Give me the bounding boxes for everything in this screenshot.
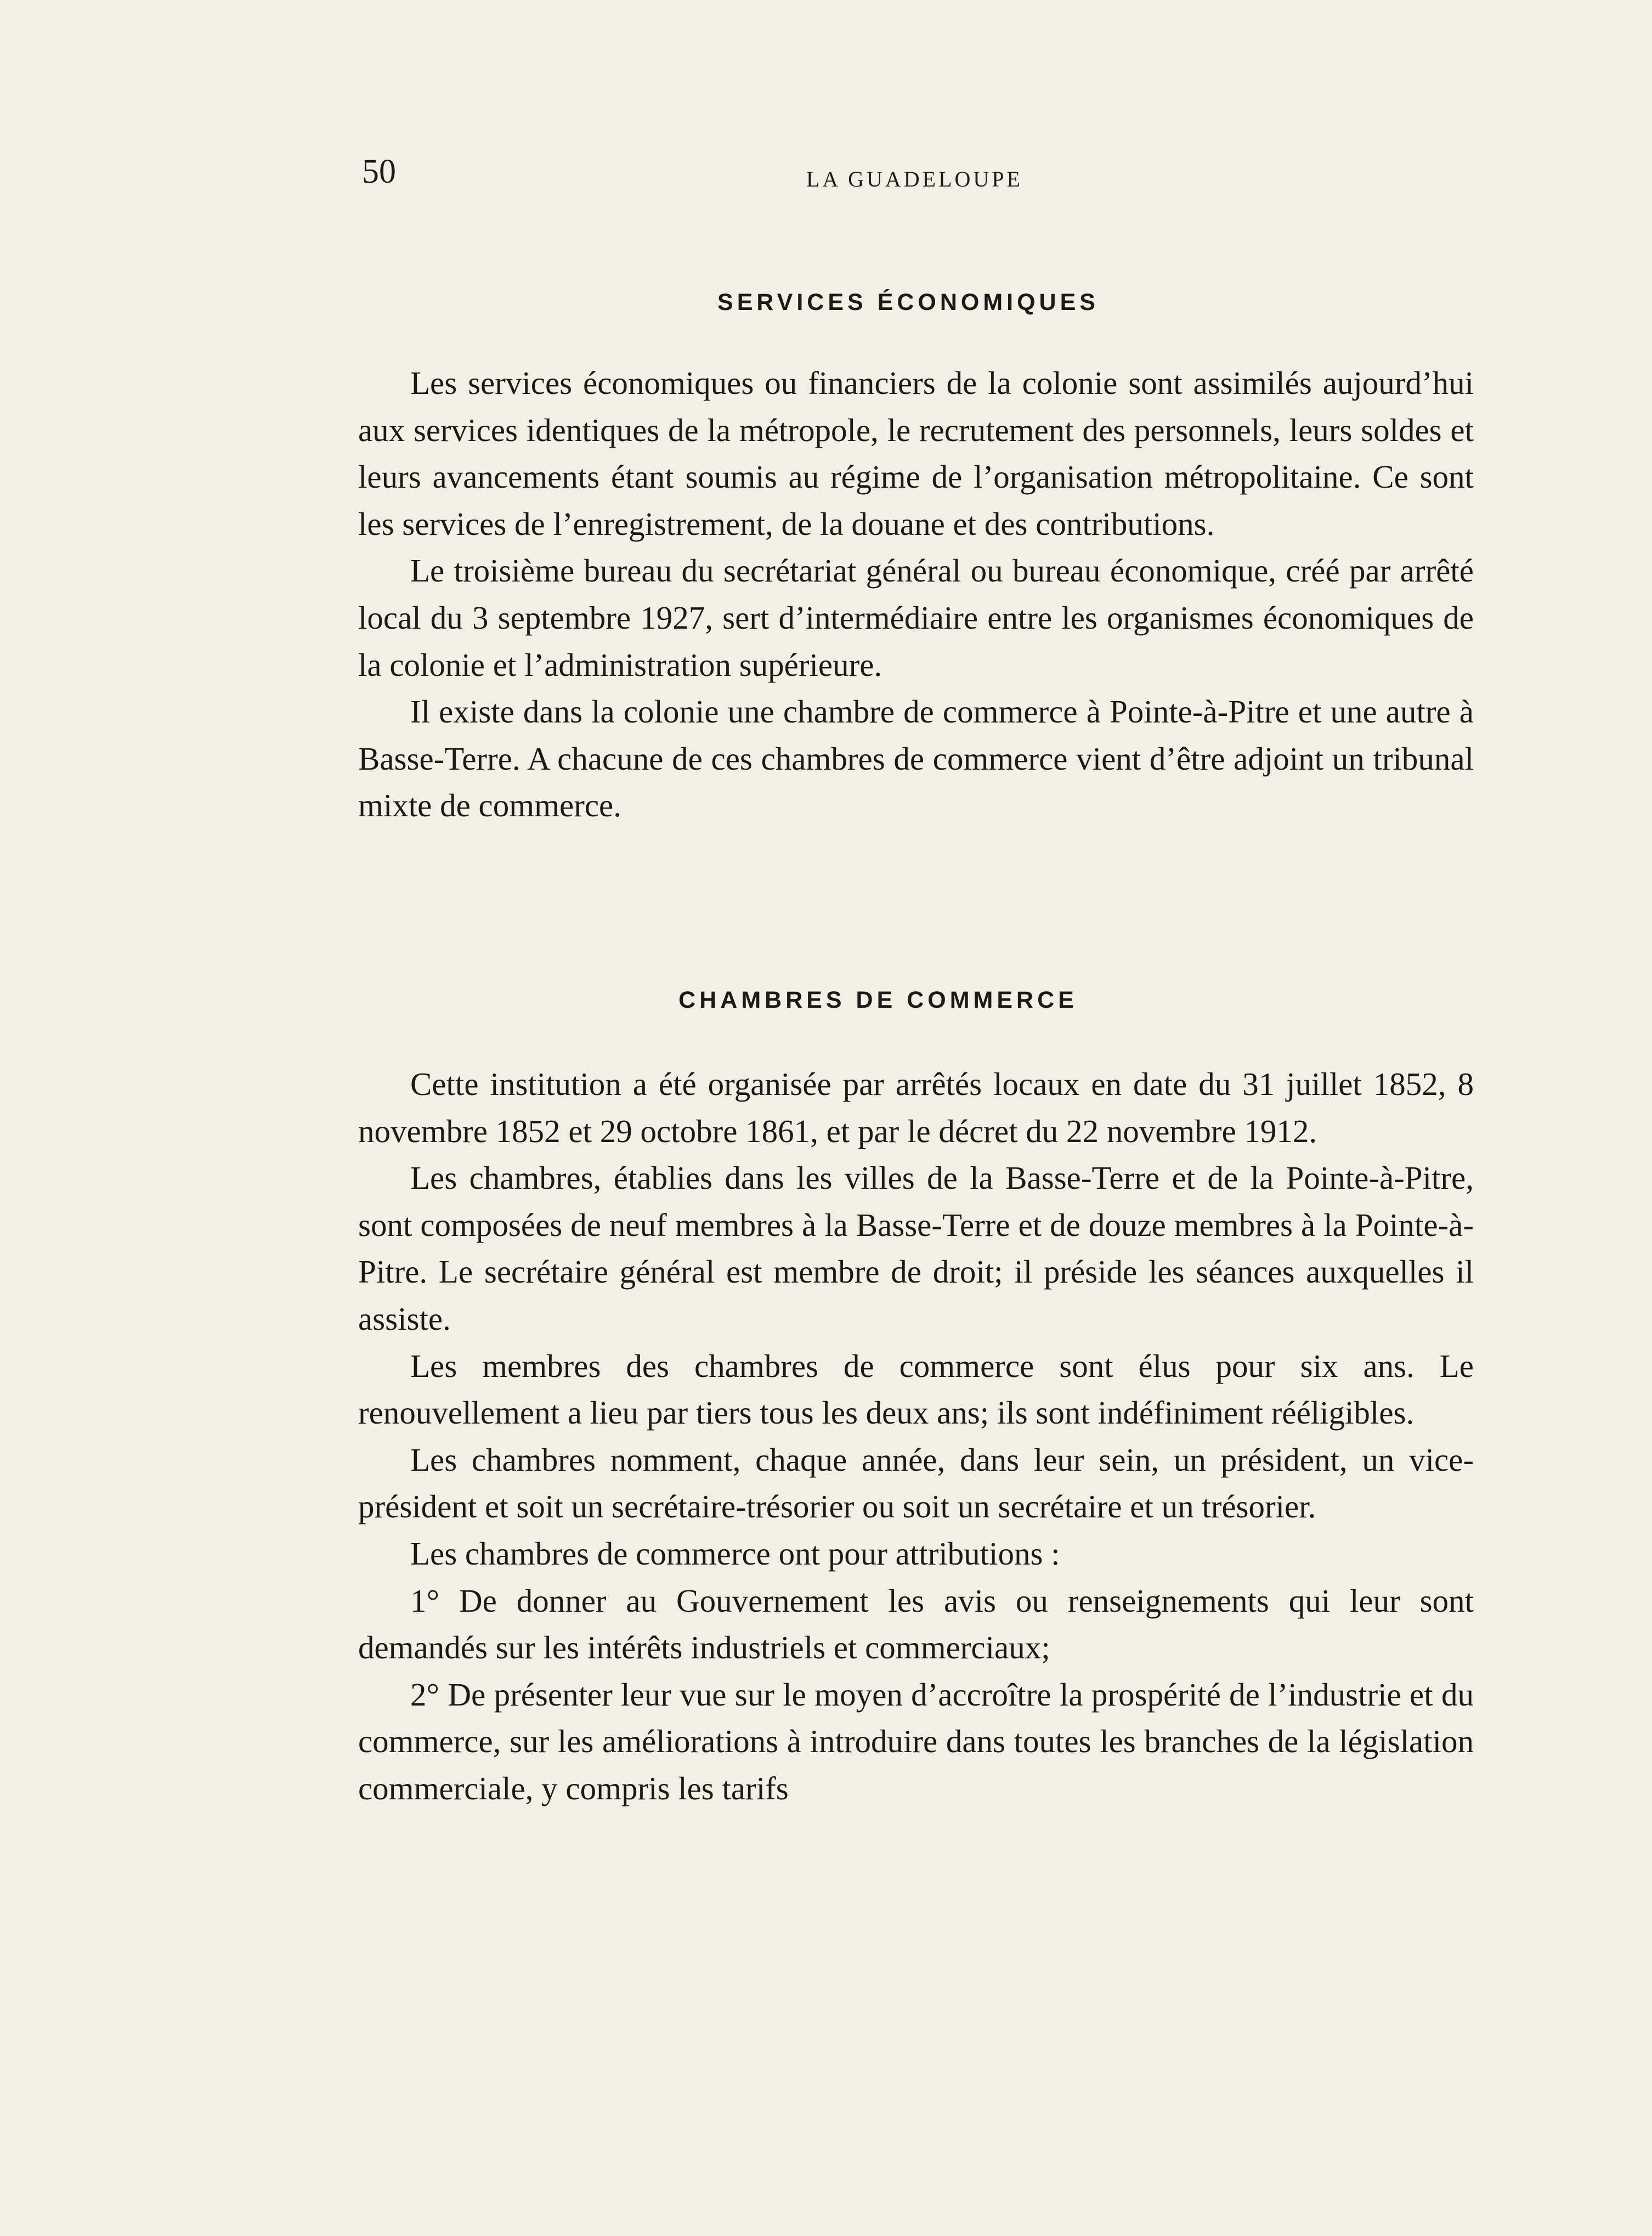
section-body-chambres-de-commerce: [358, 1061, 1474, 1812]
paragraph: 2° De présenter leur vue sur le moyen d’accroître la prospérité de l’industrie et du commerce, sur les améliorations à introduire dans toutes les branches de la législation commerciale, y compris les tarifs: [358, 1676, 1474, 1806]
paragraph: Il existe dans la colonie une chambre de commerce à Pointe-à-Pitre et une autre à Basse-Terre. A chacune de ces chambres de commerce vient d’être adjoint un tribunal mixte de commerce.: [358, 693, 1474, 824]
section-body-services-economiques: [358, 360, 1474, 829]
paragraph: Le troisième bureau du secrétariat général ou bureau économique, créé par arrêté local du 3 septembre 1927, sert d’intermédiaire entre les organismes économiques de la colonie et l’administration supérieure.: [358, 552, 1474, 683]
paragraph: Les membres des chambres de commerce sont élus pour six ans. Le renouvellement a lieu par tiers tous les deux ans; ils sont indéfiniment rééligibles.: [358, 1347, 1474, 1431]
running-header: LA GUADELOUPE: [806, 167, 1023, 191]
paragraph: Cette institution a été organisée par arrêtés locaux en date du 31 juillet 1852, 8 novembre 1852 et 29 octobre 1861, et par le décret du 22 novembre 1912.: [358, 1066, 1474, 1149]
paragraph: Les chambres nomment, chaque année, dans leur sein, un président, un vice-président et soit un secrétaire-trésorier ou soit un secrétaire et un trésorier.: [358, 1441, 1474, 1525]
paragraph: 1° De donner au Gouvernement les avis ou renseignements qui leur sont demandés sur les intérêts industriels et commerciaux;: [358, 1582, 1474, 1666]
paragraph: Les chambres de commerce ont pour attributions :: [410, 1535, 1060, 1572]
page-number: 50: [362, 153, 396, 190]
paragraph: Les chambres, établies dans les villes de la Basse-Terre et de la Pointe-à-Pitre, sont composées de neuf membres à la Basse-Terre et de douze membres à la Pointe-à-Pitre. Le secrétaire général est membre de droit; il préside les séances auxquelles il assiste.: [358, 1160, 1474, 1337]
paragraph: Les services économiques ou financiers de la colonie sont assimilés aujourd’hui aux services identiques de la métropole, le recrutement des personnels, leurs soldes et leurs avancements étant soumis au régime de l’organisation métropolitaine. Ce sont les services de l’enregistrement, de la douane et des contributions.: [358, 365, 1474, 542]
section-heading-chambres-de-commerce: CHAMBRES DE COMMERCE: [678, 987, 1078, 1013]
section-heading-services-economiques: SERVICES ÉCONOMIQUES: [717, 289, 1099, 315]
